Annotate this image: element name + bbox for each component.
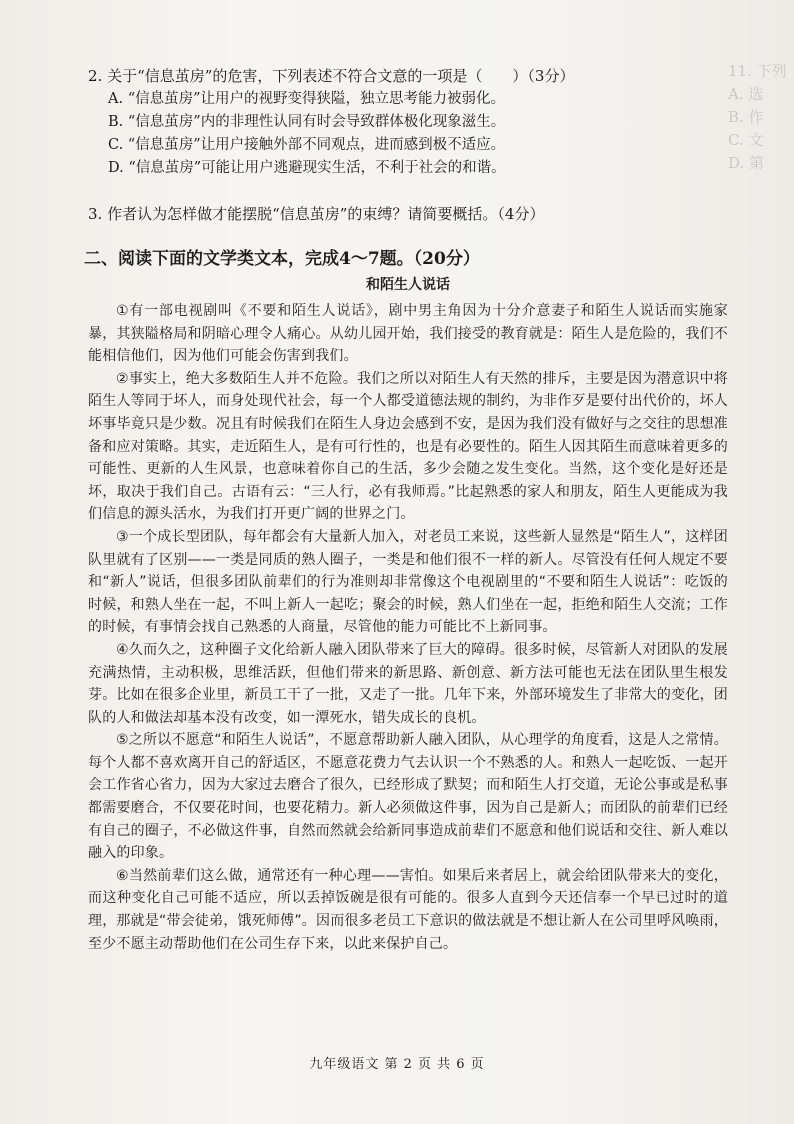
- page-content: [84, 64, 728, 955]
- passage-paragraph-1: ①有一部电视剧叫《不要和陌生人说话》，剧中男主角因为十分介意妻子和陌生人说话而实施家暴，其狭隘格局和阴暗心理令人痛心。从幼儿园开始，我们接受的教育就是：陌生人是危险的，我们不能相信他们，因为他们可能会伤害到我们。: [88, 303, 728, 365]
- question-2-option-d: D. “信息茧房”可能让用户逃避现实生活，不利于社会的和谐。: [108, 160, 506, 176]
- passage-paragraph-5: ⑤之所以不愿意“和陌生人说话”，不愿意帮助新人融入团队，从心理学的角度看，这是人之常情。每个人都不喜欢离开自己的舒适区，不愿意花费力气去认识一个不熟悉的人。和熟人一起吃饭、一起开会工作省心省力，因为大家过去磨合了很久，已经形成了默契；而和陌生人打交道，无论公事或是私事都需要磨合，不仅要花时间，也要花精力。新人必须做这件事，因为自己是新人；而团队的前辈们已经有自己的圈子，不必做这件事，自然而然就会给新同事造成前辈们不愿意和他们说话和交往、新人难以融入的印象。: [88, 732, 728, 862]
- section-2-heading: 二、阅读下面的文学类文本，完成4～7题。（20分）: [84, 249, 480, 269]
- page-footer: 九年级语文 第 2 页 共 6 页: [309, 1057, 485, 1072]
- question-2-option-a: A. “信息茧房”让用户的视野变得狭隘，独立思考能力被弱化。: [108, 91, 506, 107]
- passage-paragraph-3: ③一个成长型团队，每年都会有大量新人加入，对老员工来说，这些新人显然是“陌生人”，这样团队里就有了区别——一类是同质的熟人圈子，一类是和他们很不一样的新人。尽管没有任何人规定不要和“新人”说话，但很多团队前辈们的行为准则却非常像这个电视剧里的“不要和陌生人说话”：吃饭的时候，和熟人坐在一起，不叫上新人一起吃；聚会的时候，熟人们坐在一起，拒绝和陌生人交流；工作的时候，有事情会找自己熟悉的人商量，尽管他的能力可能比不上新同事。: [88, 528, 728, 636]
- question-3-stem: 3. 作者认为怎样做才能摆脱“信息茧房”的束缚？请简要概括。（4分）: [88, 205, 545, 223]
- bleed-through-text: 11. 下列 A. 选 B. 作 C. 文 D. 第: [728, 62, 787, 172]
- question-2-option-c: C. “信息茧房”让用户接触外部不同观点，进而感到极不适应。: [108, 137, 506, 153]
- question-2-option-b: B. “信息茧房”内的非理性认同有时会导致群体极化现象滋生。: [108, 114, 506, 130]
- passage-paragraph-6: ⑥当然前辈们这么做，通常还有一种心理——害怕。如果后来者居上，就会给团队带来大的变化，而这种变化自己可能不适应，所以丢掉饭碗是很有可能的。很多人直到今天还信奉一个早已过时的道理，那就是“带会徒弟，饿死师傅”。因而很多老员工下意识的做法就是不想让新人在公司里呼风唤雨，至少不愿主动帮助他们在公司生存下来，以此来保护自己。: [88, 867, 728, 952]
- passage-title: 和陌生人说话: [366, 277, 450, 293]
- passage-paragraph-2: ②事实上，绝大多数陌生人并不危险。我们之所以对陌生人有天然的排斥，主要是因为潜意识中将陌生人等同于坏人，而身处现代社会，每一个人都受道德法规的制约，为非作歹是要付出代价的，坏人坏事毕竟只是少数。况且有时候我们在陌生人身边会感到不安，是因为我们没有做好与之交往的思想准备和应对策略。其实，走近陌生人，是有可行性的，也是有必要性的。陌生人因其陌生而意味着更多的可能性、更新的人生风景，也意味着你自己的生活，多少会随之发生变化。当然，这个变化是好还是坏，取决于我们自己。古语有云：“三人行，必有我师焉。”比起熟悉的家人和朋友，陌生人更能成为我们信息的源头活水，为我们打开更广阔的世界之门。: [88, 370, 728, 523]
- passage-body: [88, 300, 728, 955]
- question-2-stem: 2. 关于“信息茧房”的危害，下列表述不符合文意的一项是（ ）（3分）: [88, 67, 575, 85]
- passage-paragraph-4: ④久而久之，这种圈子文化给新人融入团队带来了巨大的障碍。很多时候，尽管新人对团队的发展充满热情，主动积极，思维活跃，但他们带来的新思路、新创意、新方法可能也无法在团队里生根发芽。比如在很多企业里，新员工干了一批，又走了一批。几年下来，外部环境发生了非常大的变化，团队的人和做法却基本没有改变，如一潭死水，错失成长的良机。: [88, 641, 728, 726]
